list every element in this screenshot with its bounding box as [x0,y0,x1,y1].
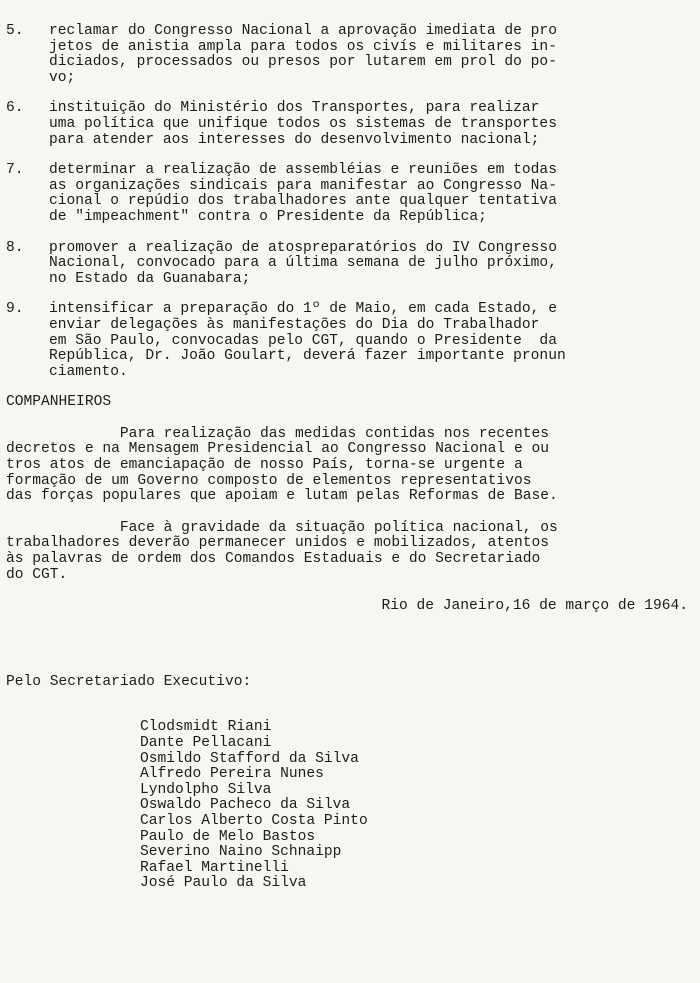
item-number: 6. [6,100,24,117]
list-item [6,241,688,288]
body-paragraph: Face à gravidade da situação política nacional, os trabalhadores deverão permanecer unidos e mobilizados, atentos às palavras de ordem dos Comandos Estaduais e do Secretariado do CGT. [6,519,558,583]
signatory-name: Dante Pellacani [140,735,272,751]
signatory-name: Carlos Alberto Costa Pinto [140,812,368,829]
item-number: 7. [6,162,24,179]
list-item [6,163,688,225]
list-item [6,24,688,86]
item-text: promover a realização de atospreparatórios do IV Congresso Nacional, convocado para a última semana de julho próximo, no Estado da Guanabara; [49,239,557,287]
list-item [6,302,688,380]
signatory-name: Rafael Martinelli [140,859,289,876]
body-paragraph: Para realização das medidas contidas nos recentes decretos e na Mensagem Presidencial ao Congresso Nacional e ou tros atos de emanciapação de nosso País, torna-se urgente a formação de um Governo composto de elementos representativos das forças populares que apoiam e lutam pelas Reformas de Base. [6,425,558,505]
signature-label: Pelo Secretariado Executivo: [6,673,252,690]
item-text: instituição do Ministério dos Transportes, para realizar uma política que unifique todos os sistemas de transportes para atender aos interesses do desenvolvimento nacional; [49,100,557,148]
date-line: Rio de Janeiro,16 de março de 1964. [381,598,688,615]
signatory-name: Alfredo Pereira Nunes [140,766,324,783]
item-text: reclamar do Congresso Nacional a aprovação imediata de pro jetos de anistia ampla para todos os civís e militares in- diciados, processados ou presos por lutarem em prol do po- vo; [49,23,557,86]
signatory-name: Lyndolpho Silva [140,781,272,798]
item-text: intensificar a preparação do 1º de Maio, em cada Estado, e enviar delegações às manifestações do Dia do Trabalhador em São Paulo, convocadas pelo CGT, quando o Presidente da República, Dr. João Goulart, deverá fazer importante pronun ciamento. [49,301,566,380]
resolution-list [6,24,688,380]
item-number: 9. [6,301,24,318]
signatory-name: Osmildo Stafford da Silva [140,750,359,767]
signatory-name: José Paulo da Silva [140,875,307,892]
signatory-name: Oswaldo Pacheco da Silva [140,797,351,814]
item-number: 8. [6,239,24,256]
signatory-list [140,720,688,892]
list-item [6,101,688,148]
signatory-name: Paulo de Melo Bastos [140,828,316,845]
signatory-name: Clodsmidt Riani [140,719,272,736]
section-heading: COMPANHEIROS [6,394,112,411]
item-number: 5. [6,23,24,39]
item-text: determinar a realização de assembléias e reuniões em todas as organizações sindicais para manifestar ao Congresso Na- cional o repúdio dos trabalhadores ante qualquer tentativa de "impeachment" contra o Presidente da República; [49,162,557,225]
signatory-name: Severino Naino Schnaipp [140,844,342,861]
